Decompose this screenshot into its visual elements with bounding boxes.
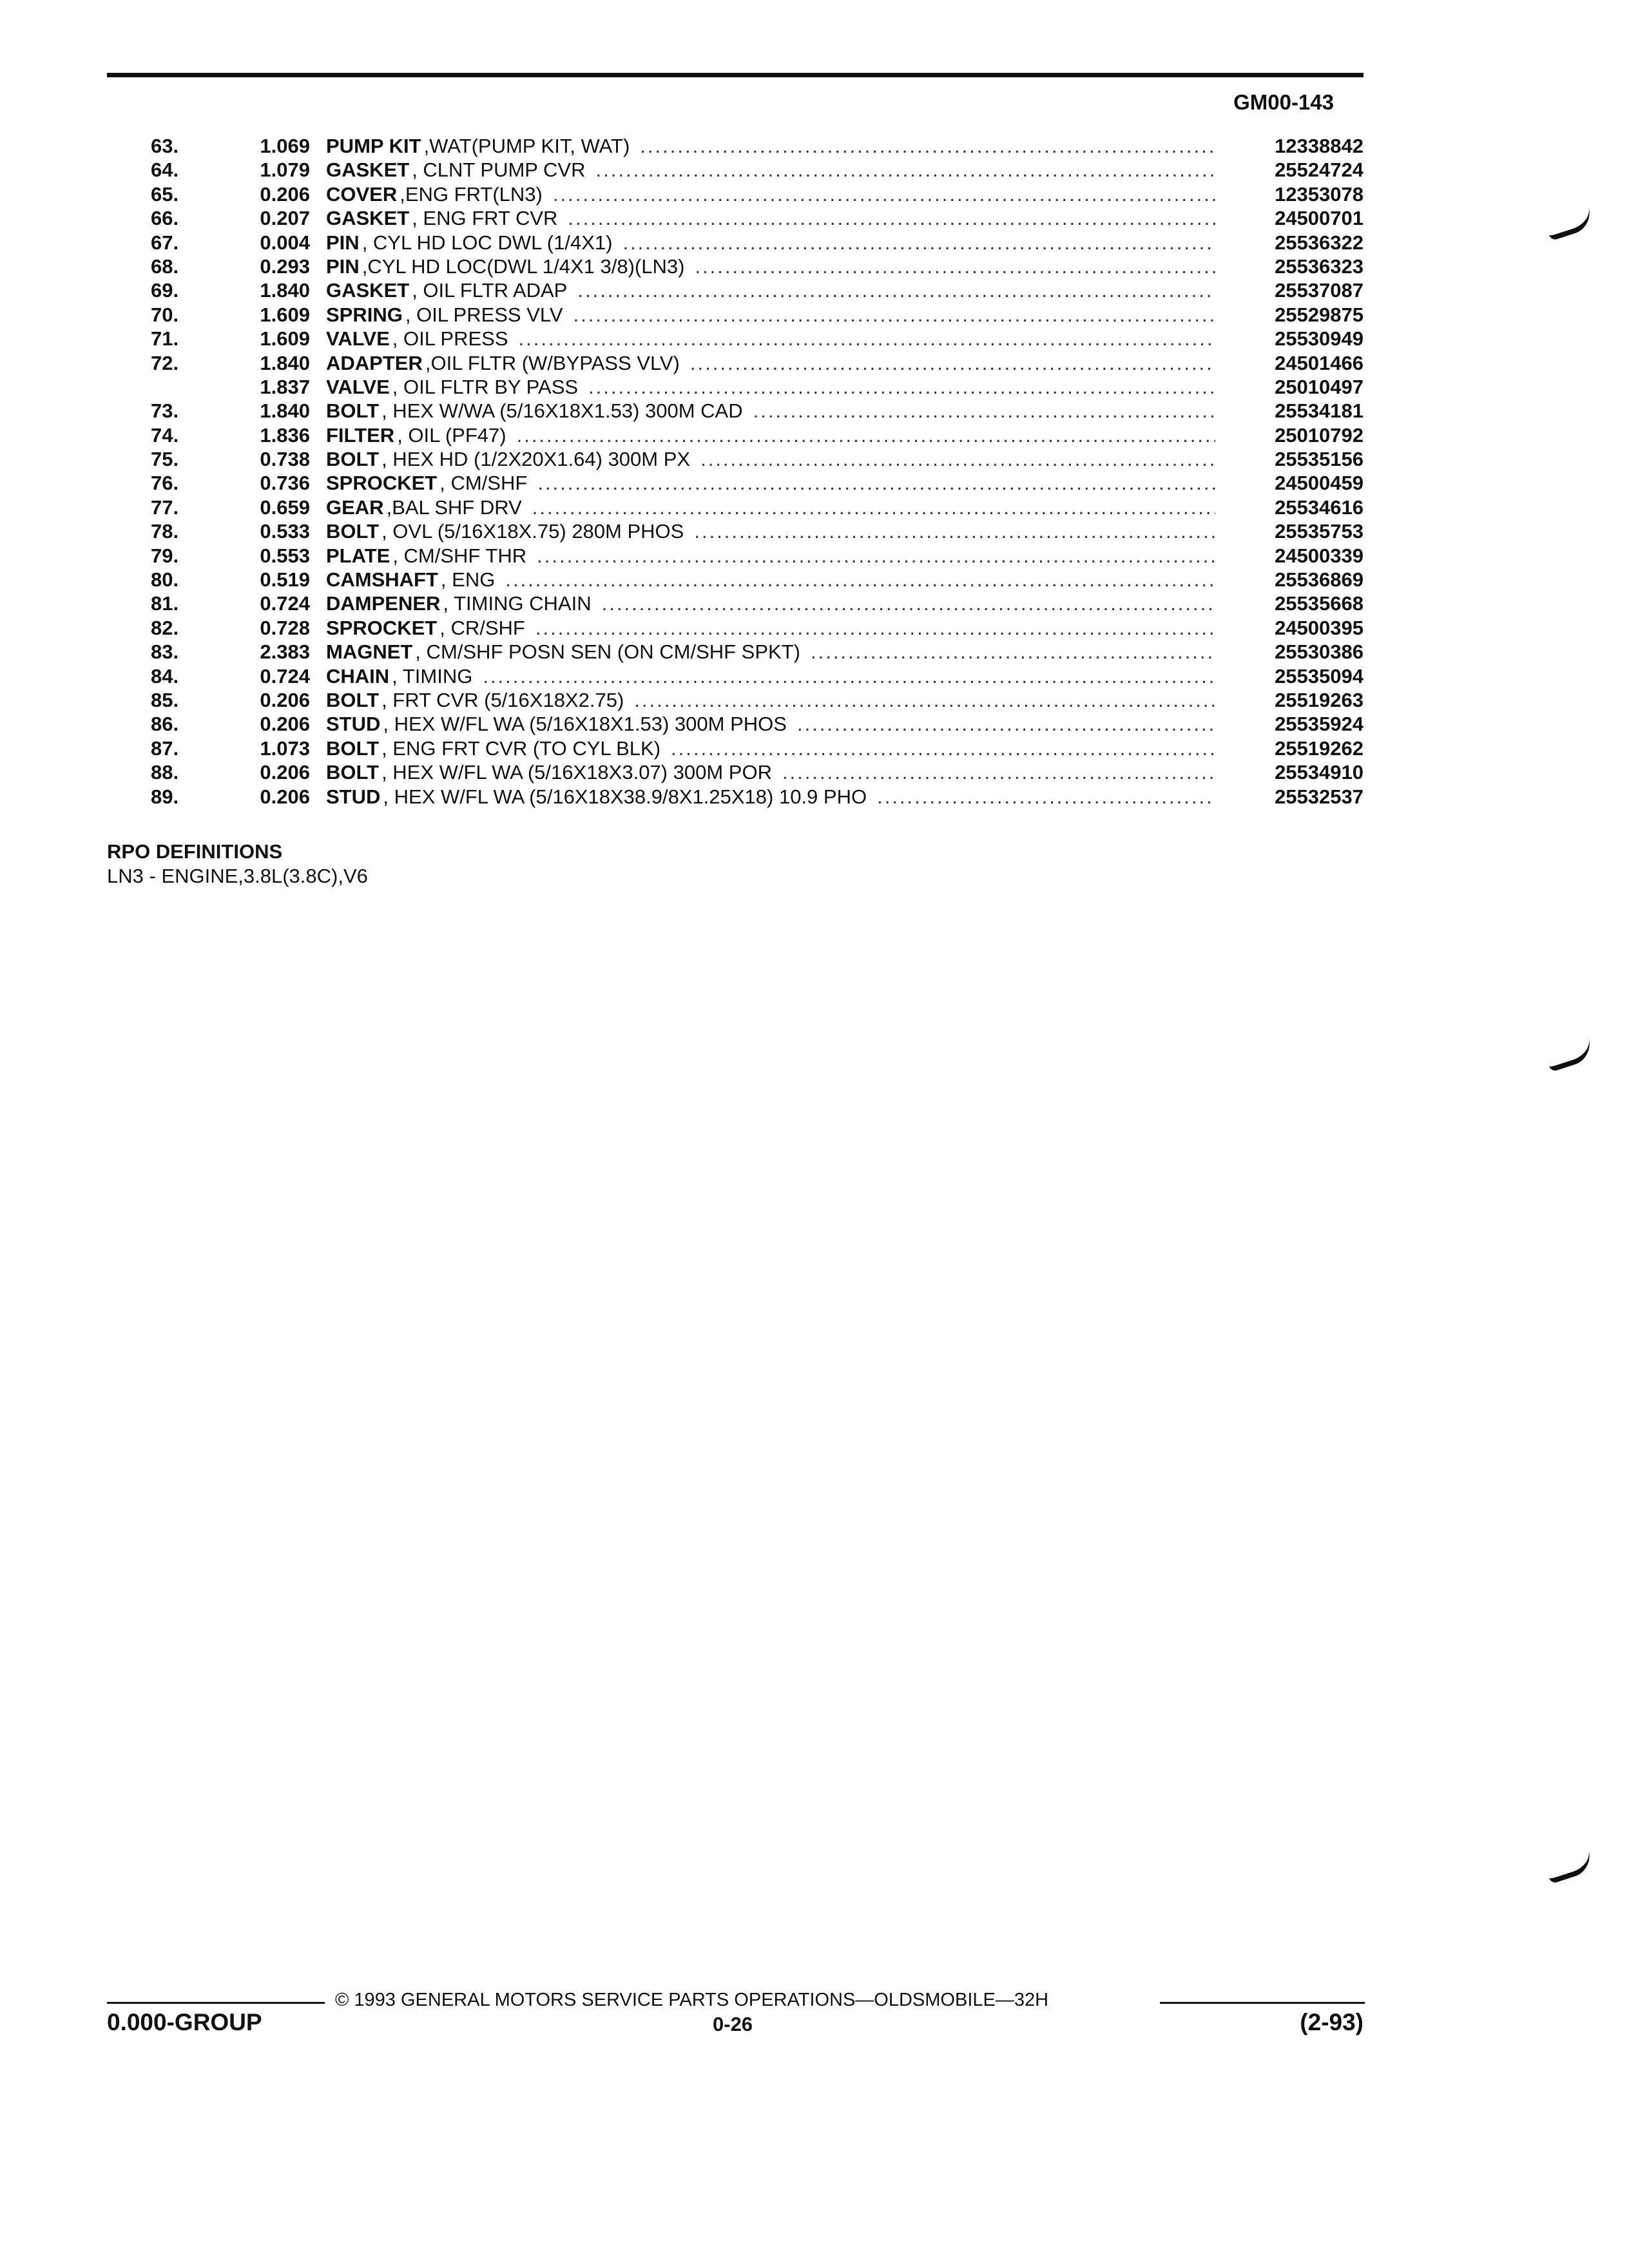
part-name: VALVE — [326, 375, 390, 398]
ref-number: 68. — [151, 255, 179, 278]
part-name: STUD — [326, 785, 381, 808]
part-name: GEAR — [326, 495, 384, 519]
footer-rule-left — [107, 2002, 325, 2004]
part-number: 25532537 — [1275, 785, 1364, 808]
part-detail: , HEX W/FL WA (5/16X18X1.53) 300M PHOS — [383, 713, 787, 736]
part-description — [326, 375, 1215, 399]
dot-leader — [700, 447, 1215, 471]
ref-number: 74. — [151, 423, 179, 447]
footer-date: (2-93) — [1300, 2009, 1364, 2035]
ref-number: 86. — [151, 713, 179, 736]
part-number: 25534616 — [1275, 495, 1364, 519]
parts-row — [107, 158, 1364, 182]
part-description — [326, 519, 1215, 543]
part-description — [326, 255, 1215, 278]
part-description — [326, 231, 1215, 255]
ref-number: 84. — [151, 664, 179, 687]
dot-leader — [695, 255, 1215, 278]
dot-leader — [782, 760, 1215, 784]
part-description — [326, 712, 1215, 736]
group-number: 1.840 — [260, 399, 310, 423]
part-number: 25536323 — [1275, 255, 1364, 278]
dot-leader — [640, 134, 1215, 158]
group-number: 0.728 — [260, 616, 310, 639]
parts-row — [107, 591, 1364, 615]
part-number: 25535924 — [1275, 713, 1364, 736]
part-name: GASKET — [326, 279, 410, 302]
part-description — [326, 760, 1215, 784]
part-name: STUD — [326, 713, 381, 736]
part-description — [326, 158, 1215, 182]
part-description — [326, 182, 1215, 206]
part-detail: ,ENG FRT(LN3) — [400, 182, 543, 206]
group-number: 0.004 — [260, 231, 310, 254]
dot-leader — [483, 664, 1215, 688]
part-name: BOLT — [326, 688, 380, 711]
parts-row — [107, 760, 1364, 784]
ref-number: 67. — [151, 231, 179, 254]
part-description — [326, 544, 1215, 568]
group-number: 0.206 — [260, 688, 310, 711]
group-number: 0.533 — [260, 520, 310, 543]
ref-number: 89. — [151, 785, 179, 808]
dot-leader — [671, 736, 1215, 760]
parts-row — [107, 375, 1364, 399]
part-description — [326, 423, 1215, 447]
part-detail: , OIL FLTR ADAP — [412, 279, 568, 302]
part-number: 25530949 — [1275, 327, 1364, 351]
part-detail: , CM/SHF — [439, 472, 528, 495]
part-detail: , OIL (PF47) — [397, 423, 506, 447]
part-number: 25534181 — [1275, 399, 1364, 423]
part-name: PIN — [326, 255, 360, 278]
part-detail: , HEX HD (1/2X20X1.64) 300M PX — [381, 448, 691, 471]
part-name: GASKET — [326, 207, 410, 230]
parts-row — [107, 303, 1364, 327]
parts-row — [107, 182, 1364, 206]
part-description — [326, 471, 1215, 495]
dot-leader — [553, 182, 1215, 206]
part-number: 24500339 — [1275, 544, 1364, 567]
parts-row — [107, 544, 1364, 568]
ref-number: 82. — [151, 616, 179, 639]
parts-row — [107, 568, 1364, 591]
part-number: 25535753 — [1275, 520, 1364, 543]
ref-number: 64. — [151, 159, 179, 182]
part-detail: , HEX W/FL WA (5/16X18X3.07) 300M POR — [381, 761, 772, 784]
dot-leader — [517, 423, 1215, 447]
part-detail: , TIMING CHAIN — [443, 592, 592, 615]
part-number: 24501466 — [1275, 351, 1364, 374]
parts-list — [107, 134, 1364, 809]
group-number: 0.553 — [260, 544, 310, 567]
part-detail: , ENG FRT CVR (TO CYL BLK) — [381, 736, 661, 760]
group-number: 0.724 — [260, 664, 310, 687]
part-number: 24500459 — [1275, 472, 1364, 495]
part-detail: , CLNT PUMP CVR — [412, 159, 586, 182]
parts-row — [107, 688, 1364, 712]
part-detail: , FRT CVR (5/16X18X2.75) — [381, 688, 624, 711]
part-name: SPRING — [326, 303, 403, 326]
part-number: 24500395 — [1275, 616, 1364, 639]
part-description — [326, 616, 1215, 640]
ref-number: 76. — [151, 472, 179, 495]
top-rule — [107, 73, 1364, 77]
part-number: 24500701 — [1275, 207, 1364, 230]
group-number: 1.836 — [260, 423, 310, 447]
ref-number: 70. — [151, 303, 179, 326]
group-number: 1.073 — [260, 736, 310, 760]
parts-row — [107, 785, 1364, 809]
part-name: MAGNET — [326, 640, 413, 664]
dot-leader — [537, 544, 1215, 568]
ref-number: 77. — [151, 495, 179, 519]
part-detail: ,WAT(PUMP KIT, WAT) — [423, 135, 630, 157]
part-detail: , ENG FRT CVR — [412, 207, 558, 230]
ref-number: 71. — [151, 327, 179, 351]
part-description — [326, 351, 1215, 375]
part-description — [326, 688, 1215, 712]
part-name: COVER — [326, 182, 398, 206]
parts-row — [107, 278, 1364, 302]
part-name: PIN — [326, 231, 360, 254]
dot-leader — [596, 158, 1216, 182]
part-name: PUMP KIT — [326, 135, 421, 157]
parts-row — [107, 447, 1364, 471]
part-description — [326, 785, 1215, 809]
part-description — [326, 495, 1215, 519]
part-number: 25010792 — [1275, 423, 1364, 447]
parts-row — [107, 327, 1364, 351]
part-name: DAMPENER — [326, 592, 441, 615]
dot-leader — [690, 351, 1215, 375]
group-number: 0.736 — [260, 472, 310, 495]
part-detail: , HEX W/FL WA (5/16X18X38.9/8X1.25X18) 10.9 PHO — [383, 785, 867, 808]
part-number: 25534910 — [1275, 761, 1364, 784]
part-name: SPROCKET — [326, 472, 438, 495]
part-detail: , OIL FLTR BY PASS — [392, 375, 579, 398]
part-name: BOLT — [326, 761, 380, 784]
dot-leader — [574, 303, 1215, 327]
group-number: 0.293 — [260, 255, 310, 278]
ref-number: 69. — [151, 279, 179, 302]
document-id: GM00-143 — [1233, 90, 1334, 114]
parts-row — [107, 134, 1364, 158]
part-number: 12338842 — [1275, 135, 1364, 157]
part-number: 25537087 — [1275, 279, 1364, 302]
part-number: 25529875 — [1275, 303, 1364, 326]
part-name: PLATE — [326, 544, 390, 567]
parts-row — [107, 495, 1364, 519]
dot-leader — [753, 399, 1215, 423]
parts-row — [107, 231, 1364, 255]
part-name: VALVE — [326, 327, 390, 351]
part-detail: ,CYL HD LOC(DWL 1/4X1 3/8)(LN3) — [361, 255, 685, 278]
part-name: BOLT — [326, 399, 380, 423]
part-description — [326, 206, 1215, 230]
rpo-heading: RPO DEFINITIONS — [107, 840, 283, 863]
group-number: 1.840 — [260, 351, 310, 374]
part-description — [326, 327, 1215, 351]
ref-number: 79. — [151, 544, 179, 567]
ref-number: 88. — [151, 761, 179, 784]
part-number: 25519263 — [1275, 688, 1364, 711]
group-number: 0.206 — [260, 713, 310, 736]
part-name: CHAIN — [326, 664, 390, 687]
part-number: 25524724 — [1275, 159, 1364, 182]
parts-row — [107, 712, 1364, 736]
footer-group: 0.000-GROUP — [107, 2009, 262, 2035]
dot-leader — [505, 568, 1215, 591]
part-detail: , ENG — [440, 568, 496, 591]
part-name: BOLT — [326, 736, 380, 760]
dot-leader — [811, 640, 1215, 664]
part-description — [326, 591, 1215, 615]
ref-number: 81. — [151, 592, 179, 615]
footer-page-number: 0-26 — [713, 2013, 753, 2035]
ref-number: 63. — [151, 135, 179, 157]
part-detail: , TIMING — [392, 664, 473, 687]
part-description — [326, 399, 1215, 423]
footer-copyright: © 1993 GENERAL MOTORS SERVICE PARTS OPERATIONS—OLDSMOBILE—32H — [335, 1990, 1049, 2010]
dot-leader — [602, 591, 1215, 615]
part-number: 25535156 — [1275, 448, 1364, 471]
dot-leader — [577, 278, 1215, 302]
part-description — [326, 568, 1215, 591]
part-detail: , CYL HD LOC DWL (1/4X1) — [361, 231, 613, 254]
part-description — [326, 640, 1215, 664]
ref-number: 83. — [151, 640, 179, 664]
group-number: 1.069 — [260, 135, 310, 157]
ref-number: 80. — [151, 568, 179, 591]
part-number: 25519262 — [1275, 736, 1364, 760]
ref-number: 78. — [151, 520, 179, 543]
parts-row — [107, 664, 1364, 688]
dot-leader — [535, 616, 1215, 640]
part-number: 25535094 — [1275, 664, 1364, 687]
group-number: 0.206 — [260, 182, 310, 206]
part-description — [326, 278, 1215, 302]
parts-row — [107, 736, 1364, 760]
group-number: 1.609 — [260, 327, 310, 351]
ref-number: 65. — [151, 182, 179, 206]
dot-leader — [634, 688, 1215, 712]
parts-row — [107, 255, 1364, 278]
dot-leader — [588, 375, 1215, 399]
dot-leader — [694, 519, 1215, 543]
ref-number: 85. — [151, 688, 179, 711]
part-number: 25535668 — [1275, 592, 1364, 615]
part-description — [326, 447, 1215, 471]
part-name: ADAPTER — [326, 351, 423, 374]
footer-rule-right — [1160, 2002, 1365, 2004]
binder-tick-mark — [1545, 1849, 1595, 1885]
part-detail: , OVL (5/16X18X.75) 280M PHOS — [381, 520, 684, 543]
part-number: 25530386 — [1275, 640, 1364, 664]
group-number: 0.207 — [260, 207, 310, 230]
part-number: 25010497 — [1275, 375, 1364, 398]
parts-row — [107, 519, 1364, 543]
part-detail: , OIL PRESS VLV — [405, 303, 563, 326]
part-detail: , CM/SHF THR — [392, 544, 527, 567]
parts-row — [107, 399, 1364, 423]
group-number: 1.840 — [260, 279, 310, 302]
ref-number: 87. — [151, 736, 179, 760]
dot-leader — [532, 495, 1215, 519]
ref-number: 72. — [151, 351, 179, 374]
part-detail: , CR/SHF — [439, 616, 525, 639]
parts-row — [107, 206, 1364, 230]
group-number: 1.609 — [260, 303, 310, 326]
ref-number: 66. — [151, 207, 179, 230]
part-name: FILTER — [326, 423, 395, 447]
group-number: 0.738 — [260, 448, 310, 471]
binder-tick-mark — [1545, 206, 1595, 242]
part-description — [326, 736, 1215, 760]
group-number: 1.837 — [260, 375, 310, 398]
part-detail: , HEX W/WA (5/16X18X1.53) 300M CAD — [381, 399, 743, 423]
parts-row — [107, 640, 1364, 664]
part-name: SPROCKET — [326, 616, 438, 639]
part-name: CAMSHAFT — [326, 568, 438, 591]
part-description — [326, 664, 1215, 688]
parts-row — [107, 351, 1364, 375]
part-name: GASKET — [326, 159, 410, 182]
group-number: 0.724 — [260, 592, 310, 615]
rpo-definitions — [107, 840, 368, 889]
part-description — [326, 134, 1215, 158]
dot-leader — [797, 712, 1215, 736]
group-number: 0.519 — [260, 568, 310, 591]
group-number: 1.079 — [260, 159, 310, 182]
parts-row — [107, 423, 1364, 447]
ref-number: 73. — [151, 399, 179, 423]
part-detail: ,OIL FLTR (W/BYPASS VLV) — [425, 351, 680, 374]
binder-tick-mark — [1545, 1037, 1595, 1073]
part-number: 25536322 — [1275, 231, 1364, 254]
part-description — [326, 303, 1215, 327]
part-detail: , CM/SHF POSN SEN (ON CM/SHF SPKT) — [415, 640, 800, 664]
dot-leader — [877, 785, 1215, 809]
group-number: 0.206 — [260, 761, 310, 784]
rpo-definition: LN3 - ENGINE,3.8L(3.8C),V6 — [107, 865, 368, 887]
parts-row — [107, 616, 1364, 640]
dot-leader — [537, 471, 1215, 495]
part-number: 12353078 — [1275, 182, 1364, 206]
parts-row — [107, 471, 1364, 495]
group-number: 0.206 — [260, 785, 310, 808]
part-detail: ,BAL SHF DRV — [386, 495, 522, 519]
part-number: 25536869 — [1275, 568, 1364, 591]
dot-leader — [622, 231, 1215, 255]
part-name: BOLT — [326, 448, 380, 471]
dot-leader — [568, 206, 1215, 230]
part-name: BOLT — [326, 520, 380, 543]
dot-leader — [519, 327, 1215, 351]
group-number: 2.383 — [260, 640, 310, 664]
group-number: 0.659 — [260, 495, 310, 519]
part-detail: , OIL PRESS — [392, 327, 508, 351]
ref-number: 75. — [151, 448, 179, 471]
